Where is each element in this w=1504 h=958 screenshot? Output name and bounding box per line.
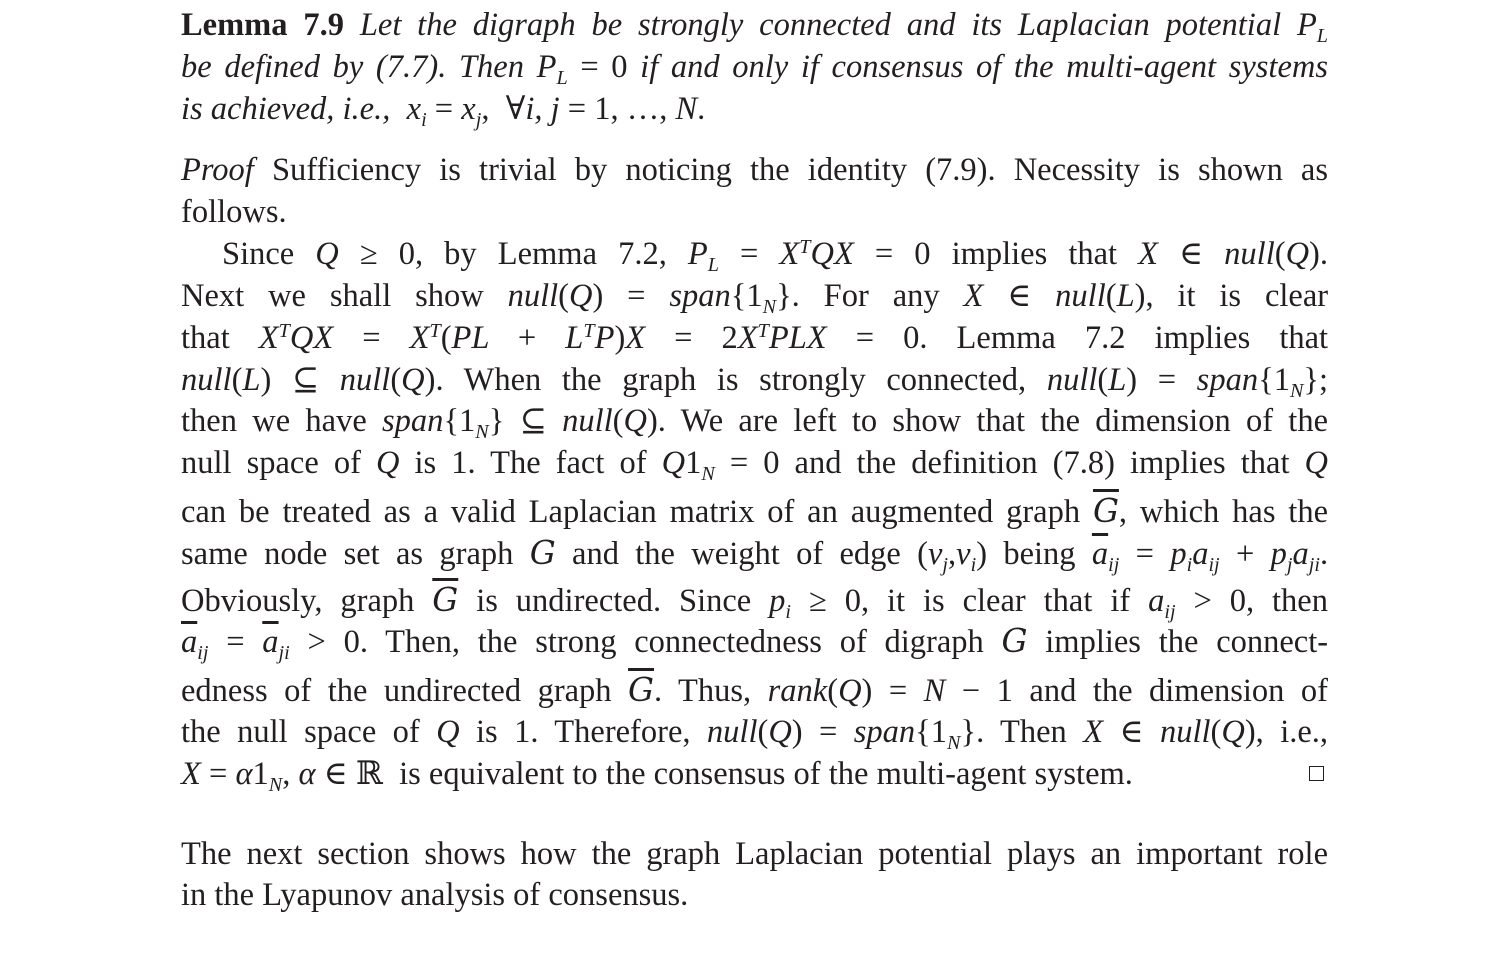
closing-line-1 [181,834,1328,874]
proof-text: Sufficiency is trivial by noticing the identity (7.9). Necessity is shown as [271,152,1328,188]
closing-text: in the Lyapunov analysis of consensus. [181,877,689,913]
proof-line-13: edness of the undirected graph $\overline{G}$. Thus, rank(Q) = N − 1 and the dimension of [181,671,1328,709]
lemma-line-2 [181,47,1329,90]
closing-line-2 [181,875,1328,915]
proof-line-10: same node set as graph G and the weight of edge $(v_j,v_i)$ being $\overline{a}_{ij} = p_ia_{ij} + p_ja_{ji}$. [181,534,1329,577]
graph-G-bar-symbol: $\overline{G}$ [628,671,655,709]
lemma-text: if and only if consensus of the multi-agent systems [640,49,1329,85]
lemma-text: Let the digraph be strongly connected and its Laplacian potential [359,7,1282,43]
proof-line-6: null(L) ⊆ null(Q). When the graph is strongly connected, null(L) = $span\{1_N\}$; [181,362,1329,403]
proof-line-2 [181,192,1328,232]
graph-G-bar-symbol: $\overline{G}$ [1092,492,1119,530]
graph-G-bar-symbol: $\overline{G}$ [432,581,459,619]
proof-line-3: Since Q ≥ 0, by Lemma 7.2, $P_L = X^TQX = 0$ implies that X ∈ null(Q). [222,235,1328,277]
proof-line-9: can be treated as a valid Laplacian matrix of an augmented graph $\overline{G}$, which has the [181,492,1328,530]
proof-line-5: that $X^TQX = X^T(PL + L^TP)X = 2X^TPLX = 0$. Lemma 7.2 implies that [181,319,1329,356]
proof-text: follows. [181,194,287,230]
lemma-text: is achieved, i.e., [181,91,391,127]
lemma-line-1 [181,5,1328,48]
proof-label: Proof [181,152,254,188]
proof-line-1 [181,150,1328,190]
graph-G-symbol: G [1001,622,1028,660]
proof-line-14: the null space of Q is 1. Therefore, null(Q) = $span\{1_N\}$. Then X ∈ null(Q), i.e., [181,714,1329,755]
proof-line-15: $X = \alpha 1_N$, α ∈ ℝ is equivalent to the consensus of the multi-agent system. [181,754,1328,794]
math-PL-eq-0: $P_L = 0$ [536,49,628,90]
proof-line-7: then we have $span\{1_N\}$ ⊆ null(Q). We are left to show that the dimension of the [181,403,1328,444]
math-PL: $P_L$ [1296,7,1328,48]
lemma-line-3 [181,89,1328,132]
graph-G-symbol: G [529,534,556,572]
proof-line-4: Next we shall show null(Q) = $span\{1_N\}$. For any X ∈ null(L), it is clear [181,278,1329,319]
closing-text: The next section shows how the graph Laplacian potential plays an important role [181,836,1328,872]
proof-line-11: Obviously, graph $\overline{G}$ is undirected. Since $p_i \ge 0$, it is clear that if $a_{ij} > 0$, then [181,581,1328,624]
lemma-text: be defined by (7.7). Then [181,49,524,85]
proof-line-8: null space of Q is 1. The fact of $Q1_N = 0$ and the definition (7.8) implies that Q [181,445,1329,486]
math-consensus: $x_i = x_j$, ∀i, j = 1, …, N. [398,91,706,132]
lemma-label: Lemma 7.9 [181,7,344,43]
proof-line-12: $\overline{a}_{ij} = \overline{a}_{ji} > 0$. Then, the strong connectedness of digraph G implies the connect- [181,622,1329,665]
qed-square-icon [1309,766,1324,781]
